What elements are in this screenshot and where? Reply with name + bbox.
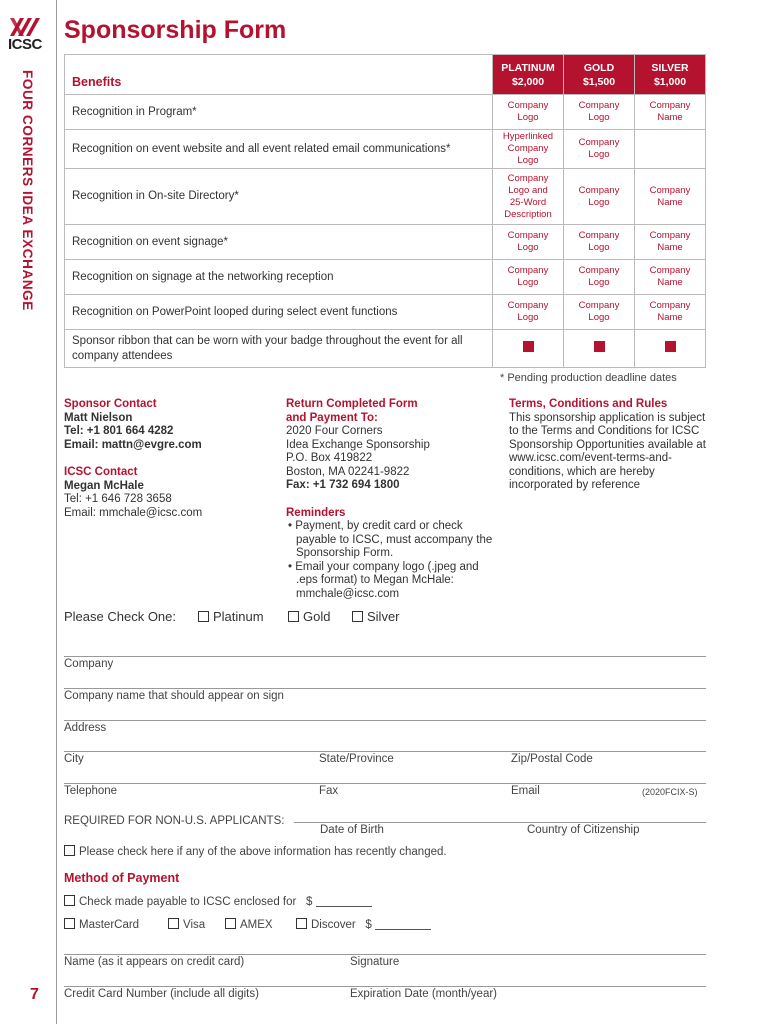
page-number: 7	[30, 986, 39, 1003]
icsc-logo-mark-icon	[8, 14, 42, 38]
card-mastercard[interactable]: MasterCard	[64, 918, 139, 931]
telephone-label: Telephone	[64, 785, 118, 797]
company-field[interactable]	[64, 656, 706, 657]
citizenship-label: Country of Citizenship	[527, 824, 640, 836]
info-changed-checkbox[interactable]: Please check here if any of the above information has recently changed.	[64, 845, 447, 858]
benefit-label: Recognition on event website and all event related email communications*	[65, 130, 493, 169]
logo-text: ICSC	[8, 36, 42, 53]
checkbox-icon[interactable]	[64, 918, 75, 929]
benefit-label: Recognition on signage at the networking reception	[65, 260, 493, 295]
checkbox-silver[interactable]: Silver	[352, 609, 400, 624]
included-square-icon	[594, 341, 605, 352]
benefit-cell: Company Name	[635, 225, 706, 260]
contacts-column	[64, 398, 274, 520]
checkbox-gold[interactable]: Gold	[288, 609, 330, 624]
benefit-cell: Company Logo	[564, 260, 635, 295]
address-field[interactable]	[64, 720, 706, 721]
benefit-cell: Company Name	[635, 95, 706, 130]
telephone-field[interactable]	[64, 783, 706, 784]
checkbox-icon[interactable]	[352, 611, 363, 622]
benefits-heading: Benefits	[65, 55, 493, 95]
page-title: Sponsorship Form	[64, 16, 287, 44]
zip-label: Zip/Postal Code	[511, 753, 593, 765]
benefit-label: Recognition in Program*	[65, 95, 493, 130]
checkbox-icon[interactable]	[64, 895, 75, 906]
benefit-cell: Hyperlinked Company Logo	[493, 130, 564, 169]
icsc-contact-email: Email: mmchale@icsc.com	[64, 506, 203, 519]
benefit-cell: Company Logo and 25-Word Description	[493, 169, 564, 225]
company-sign-field[interactable]	[64, 688, 706, 689]
pending-footnote: * Pending production deadline dates	[500, 372, 677, 384]
table-row	[65, 225, 706, 260]
form-code: (2020FCIX-S)	[642, 787, 698, 797]
return-column	[286, 398, 494, 601]
non-us-label: REQUIRED FOR NON-U.S. APPLICANTS:	[64, 815, 285, 827]
company-sign-label: Company name that should appear on sign	[64, 690, 284, 702]
benefit-label: Sponsor ribbon that can be worn with your badge throughout the event for all company attendees	[65, 330, 493, 368]
table-row	[65, 295, 706, 330]
check-amount-field[interactable]	[316, 906, 372, 907]
card-visa[interactable]: Visa	[168, 918, 205, 931]
checkbox-icon[interactable]	[296, 918, 307, 929]
tier-platinum: PLATINUM $2,000	[493, 55, 564, 95]
reminders-heading: Reminders	[286, 506, 346, 519]
city-field[interactable]	[64, 751, 706, 752]
card-amex[interactable]: AMEX	[225, 918, 273, 931]
benefit-cell: Company Logo	[564, 295, 635, 330]
terms-column	[509, 398, 709, 493]
sponsor-contact-heading: Sponsor Contact	[64, 398, 157, 410]
sidebar	[0, 0, 57, 1024]
benefit-cell	[493, 330, 564, 368]
benefit-cell	[635, 130, 706, 169]
benefits-table	[64, 54, 706, 368]
non-us-field[interactable]	[294, 822, 706, 823]
payment-heading: Method of Payment	[64, 871, 180, 885]
return-line: 2020 Four Corners	[286, 425, 383, 437]
city-label: City	[64, 753, 84, 765]
event-name-vertical: FOUR CORNERS IDEA EXCHANGE	[20, 70, 35, 311]
company-label: Company	[64, 658, 114, 670]
icsc-contact-tel: Tel: +1 646 728 3658	[64, 493, 172, 505]
card-discover[interactable]: Discover $	[296, 918, 431, 931]
check-enclosed-checkbox[interactable]: Check made payable to ICSC enclosed for $	[64, 895, 372, 908]
card-name-label: Name (as it appears on credit card)	[64, 956, 245, 968]
fax-label: Fax	[319, 785, 339, 797]
checkbox-icon[interactable]	[168, 918, 179, 929]
tier-gold: GOLD $1,500	[564, 55, 635, 95]
checkbox-platinum[interactable]: Platinum	[198, 609, 264, 624]
tier-silver: SILVER $1,000	[635, 55, 706, 95]
checkbox-icon[interactable]	[288, 611, 299, 622]
benefit-cell: Company Logo	[493, 225, 564, 260]
expiration-label: Expiration Date (month/year)	[350, 988, 498, 1000]
benefit-label: Recognition on PowerPoint looped during select event functions	[65, 295, 493, 330]
sponsor-contact-name: Matt Nielson	[64, 411, 133, 424]
terms-text: This sponsorship application is subject to the Terms and Conditions for ICSC Sponsorship Opportunities available at www.icsc.com/event-terms-and-conditions, which are hereby incorporated by reference	[509, 411, 706, 491]
checkbox-icon[interactable]	[64, 845, 75, 856]
included-square-icon	[523, 341, 534, 352]
reminder-item: • Payment, by credit card or check payable to ICSC, must accompany the Sponsorship Form.	[288, 520, 493, 559]
table-row	[65, 130, 706, 169]
card-name-field[interactable]	[64, 954, 706, 955]
icsc-logo	[8, 14, 48, 53]
return-heading-2: and Payment To:	[286, 411, 378, 424]
return-line: P.O. Box 419822	[286, 452, 373, 464]
reminder-item: • Email your company logo (.jpeg and .eps format) to Megan McHale: mmchale@icsc.com	[288, 560, 479, 600]
card-amount-field[interactable]	[375, 929, 431, 930]
benefit-cell: Company Name	[635, 295, 706, 330]
icsc-contact-name: Megan McHale	[64, 479, 144, 492]
return-line: Boston, MA 02241-9822	[286, 465, 410, 478]
benefit-cell: Company Logo	[564, 95, 635, 130]
checkbox-icon[interactable]	[225, 918, 236, 929]
signature-label: Signature	[350, 956, 400, 968]
table-row	[65, 169, 706, 225]
sponsor-contact-email: Email: mattn@evgre.com	[64, 438, 202, 451]
included-square-icon	[665, 341, 676, 352]
benefit-cell: Company Name	[635, 260, 706, 295]
return-line: Idea Exchange Sponsorship	[286, 438, 430, 451]
sponsor-contact-tel: Tel: +1 801 664 4282	[64, 425, 174, 437]
dob-label: Date of Birth	[320, 824, 384, 836]
checkbox-icon[interactable]	[198, 611, 209, 622]
table-row	[65, 260, 706, 295]
card-number-field[interactable]	[64, 986, 706, 987]
benefit-label: Recognition on event signage*	[65, 225, 493, 260]
benefit-cell	[635, 330, 706, 368]
icsc-contact-heading: ICSC Contact	[64, 466, 138, 478]
benefit-cell: Company Logo	[564, 169, 635, 225]
return-fax: Fax: +1 732 694 1800	[286, 479, 400, 491]
table-row	[65, 330, 706, 368]
benefit-cell: Company Logo	[493, 260, 564, 295]
terms-heading: Terms, Conditions and Rules	[509, 398, 668, 410]
email-label: Email	[511, 785, 540, 797]
benefit-cell: Company Logo	[564, 130, 635, 169]
benefit-cell: Company Logo	[493, 295, 564, 330]
check-one-label: Please Check One:	[64, 609, 177, 624]
return-heading: Return Completed Form	[286, 398, 418, 410]
benefit-cell	[564, 330, 635, 368]
state-label: State/Province	[319, 753, 394, 765]
benefit-cell: Company Logo	[493, 95, 564, 130]
benefits-header-row	[65, 55, 706, 95]
card-number-label: Credit Card Number (include all digits)	[64, 988, 259, 1000]
benefit-label: Recognition in On-site Directory*	[65, 169, 493, 225]
address-label: Address	[64, 722, 107, 734]
benefit-cell: Company Name	[635, 169, 706, 225]
table-row	[65, 95, 706, 130]
benefit-cell: Company Logo	[564, 225, 635, 260]
